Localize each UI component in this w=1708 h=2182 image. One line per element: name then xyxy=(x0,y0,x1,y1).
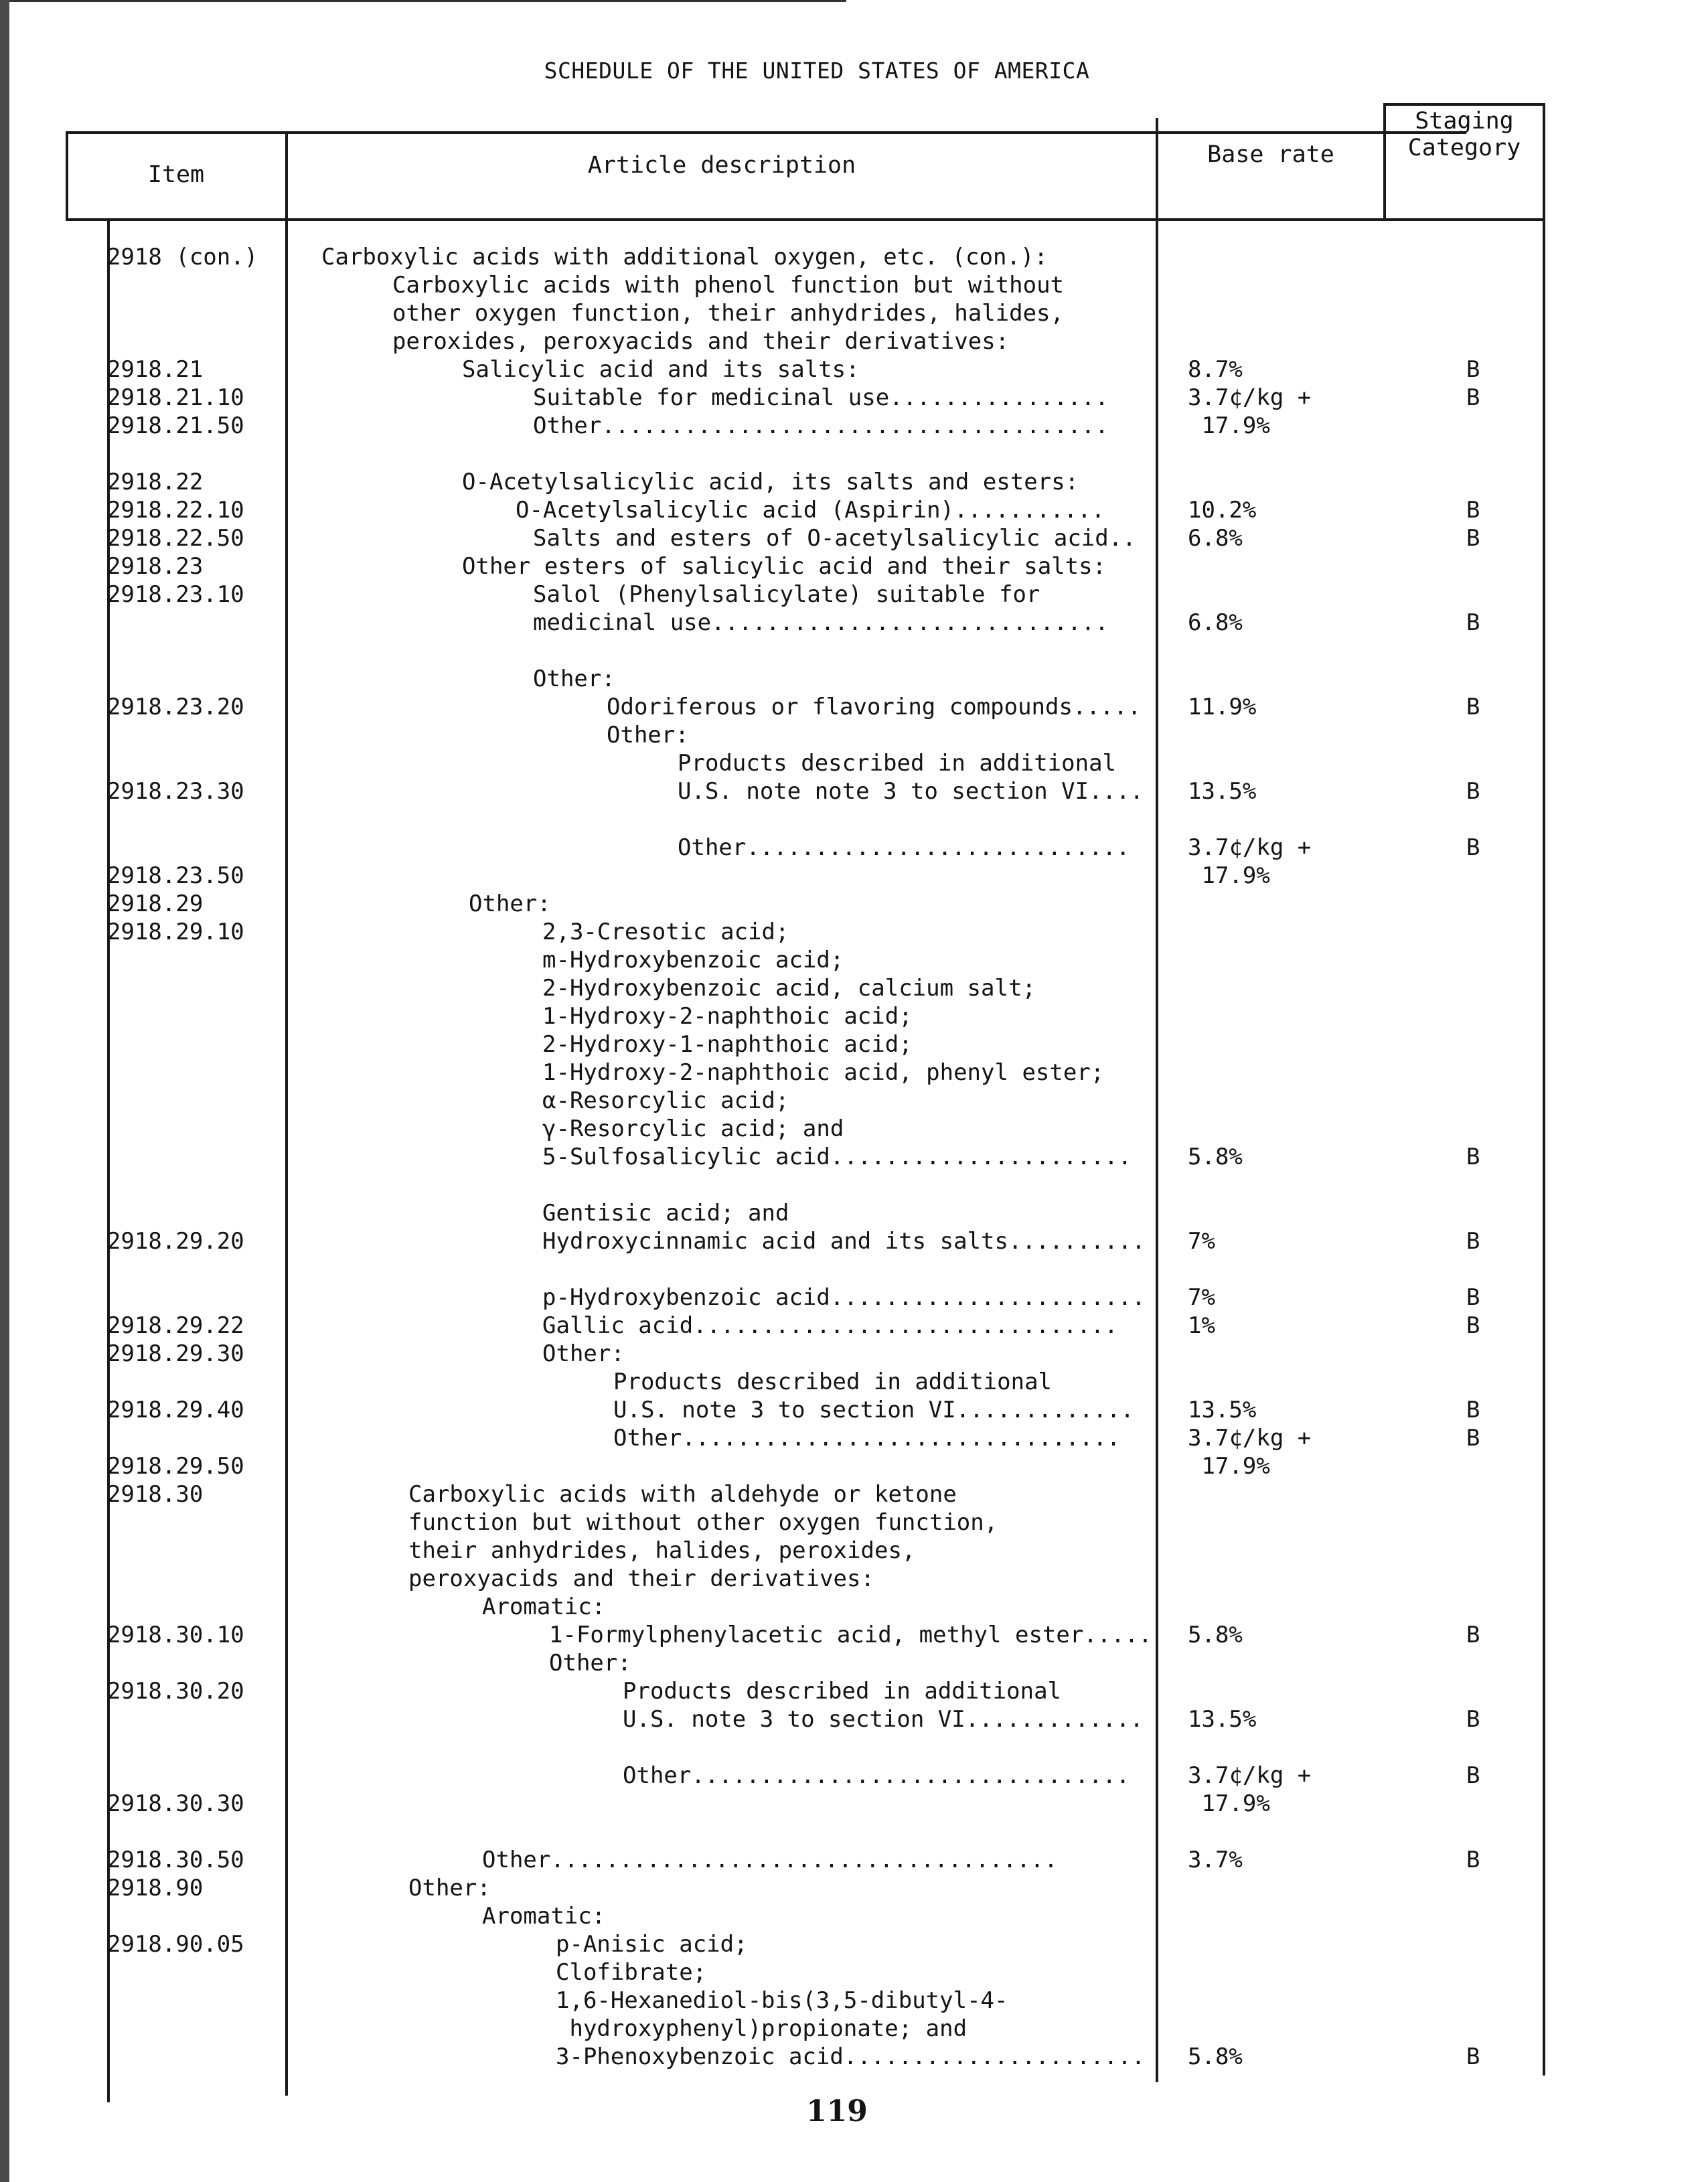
article-description: Other................................ xyxy=(613,1425,1121,1452)
page-top-rule xyxy=(9,0,846,2)
item-number: 2918.21.50 xyxy=(107,412,244,439)
staging-category: B xyxy=(1466,834,1480,861)
base-rate: 3.7¢/kg + xyxy=(1188,834,1312,861)
table-row xyxy=(0,2043,1708,2071)
staging-category: B xyxy=(1466,1397,1480,1423)
staging-category: B xyxy=(1466,497,1480,524)
table-row xyxy=(0,1199,1708,1227)
base-rate: 8.7% xyxy=(1188,356,1243,383)
table-row xyxy=(0,1930,1708,1958)
table-row xyxy=(0,1677,1708,1705)
item-number: 2918.22.50 xyxy=(107,525,244,552)
table-row xyxy=(0,946,1708,974)
table-row xyxy=(0,496,1708,524)
page-number: 119 xyxy=(806,2094,868,2128)
table-row xyxy=(0,1115,1708,1143)
item-number: 2918.29.22 xyxy=(107,1312,244,1339)
table-row xyxy=(0,1227,1708,1255)
article-description: Suitable for medicinal use................ xyxy=(533,384,1109,411)
table-row xyxy=(0,327,1708,356)
article-description: medicinal use............................. xyxy=(533,609,1109,636)
table-row xyxy=(0,1565,1708,1593)
item-number: 2918.29 xyxy=(107,890,204,917)
article-description: Products described in additional xyxy=(623,1678,1062,1705)
staging-category: B xyxy=(1466,1228,1480,1255)
staging-category: B xyxy=(1466,1622,1480,1648)
table-row xyxy=(0,1621,1708,1649)
article-description: their anhydrides, halides, peroxides, xyxy=(408,1537,916,1564)
table-row xyxy=(0,1030,1708,1059)
header-base-rate: Base rate xyxy=(1207,141,1334,168)
article-description: O-Acetylsalicylic acid, its salts and esters: xyxy=(462,469,1079,495)
table-row xyxy=(0,1508,1708,1537)
table-row xyxy=(0,1424,1708,1452)
article-description: m-Hydroxybenzoic acid; xyxy=(542,947,844,973)
item-number: 2918.21.10 xyxy=(107,384,244,411)
item-number: 2918.23.50 xyxy=(107,862,244,889)
table-row xyxy=(0,1452,1708,1480)
article-description: hydroxyphenyl)propionate; and xyxy=(556,2015,967,2042)
article-description: Salts and esters of O-acetylsalicylic acid.. xyxy=(533,525,1136,552)
article-description: Clofibrate; xyxy=(556,1959,707,1986)
staging-category: B xyxy=(1466,1847,1480,1873)
article-description: Aromatic: xyxy=(482,1593,606,1620)
staging-category: B xyxy=(1466,525,1480,552)
article-description: peroxyacids and their derivatives: xyxy=(408,1565,874,1592)
article-description: 2-Hydroxy-1-naphthoic acid; xyxy=(542,1031,913,1058)
article-description: Other: xyxy=(469,890,551,917)
article-description: peroxides, peroxyacids and their derivatives: xyxy=(392,328,1010,355)
item-number: 2918 (con.) xyxy=(107,244,258,270)
staging-category: B xyxy=(1466,1425,1480,1452)
table-row xyxy=(0,356,1708,384)
table-row xyxy=(0,721,1708,749)
staging-category: B xyxy=(1466,778,1480,805)
item-number: 2918.22.10 xyxy=(107,497,244,524)
article-description: Other..................................... xyxy=(533,412,1109,439)
table-row xyxy=(0,524,1708,552)
staging-category: B xyxy=(1466,609,1480,636)
article-description: Carboxylic acids with phenol function but without xyxy=(392,272,1065,299)
staging-category: B xyxy=(1466,1762,1480,1789)
table-row xyxy=(0,862,1708,890)
table-row xyxy=(0,693,1708,721)
staging-category: B xyxy=(1466,1284,1480,1311)
article-description: Salol (Phenylsalicylate) suitable for xyxy=(533,581,1040,608)
article-description: Aromatic: xyxy=(482,1903,606,1930)
staging-category: B xyxy=(1466,356,1480,383)
table-row xyxy=(0,1002,1708,1030)
article-description: Carboxylic acids with aldehyde or ketone xyxy=(408,1481,957,1508)
base-rate: 3.7% xyxy=(1188,1847,1243,1873)
article-description: Products described in additional xyxy=(678,750,1117,777)
base-rate: 5.8% xyxy=(1188,1144,1243,1170)
base-rate: 17.9% xyxy=(1188,862,1270,889)
article-description: U.S. note note 3 to section VI.... xyxy=(678,778,1144,805)
table-row xyxy=(0,1705,1708,1733)
staging-category: B xyxy=(1466,384,1480,411)
article-description: Other: xyxy=(549,1650,631,1677)
article-description: Products described in additional xyxy=(613,1369,1053,1395)
table-row xyxy=(0,1059,1708,1087)
item-number: 2918.90 xyxy=(107,1875,204,1901)
table-row xyxy=(0,1902,1708,1930)
table-row xyxy=(0,749,1708,777)
item-number: 2918.21 xyxy=(107,356,204,383)
article-description: 1,6-Hexanediol-bis(3,5-dibutyl-4- xyxy=(556,1987,1008,2014)
table-row xyxy=(0,1368,1708,1396)
base-rate: 7% xyxy=(1188,1284,1215,1311)
header-bottom-rule xyxy=(67,218,1544,221)
table-row xyxy=(0,1874,1708,1902)
article-description: 1-Formylphenylacetic acid, methyl ester..... xyxy=(549,1622,1152,1648)
article-description: p-Anisic acid; xyxy=(556,1931,748,1958)
article-description: 2,3-Cresotic acid; xyxy=(542,919,789,945)
header-item: Item xyxy=(147,161,205,188)
item-number: 2918.23.30 xyxy=(107,778,244,805)
article-description: Salicylic acid and its salts: xyxy=(462,356,860,383)
table-row xyxy=(0,1846,1708,1874)
item-number: 2918.90.05 xyxy=(107,1931,244,1958)
table-row xyxy=(0,1958,1708,1986)
item-number: 2918.29.10 xyxy=(107,919,244,945)
item-number: 2918.23 xyxy=(107,553,204,580)
article-description: function but without other oxygen function, xyxy=(408,1509,998,1536)
table-row xyxy=(0,552,1708,580)
base-rate: 6.8% xyxy=(1188,525,1243,552)
table-row xyxy=(0,1537,1708,1565)
base-rate: 3.7¢/kg + xyxy=(1188,384,1312,411)
table-row xyxy=(0,1283,1708,1312)
article-description: 3-Phenoxybenzoic acid...................... xyxy=(556,2043,1146,2070)
staging-category: B xyxy=(1466,694,1480,720)
article-description: Gallic acid............................... xyxy=(542,1312,1118,1339)
table-row xyxy=(0,580,1708,609)
table-row xyxy=(0,384,1708,412)
header-description: Article description xyxy=(587,152,856,179)
article-description: Hydroxycinnamic acid and its salts.......... xyxy=(542,1228,1146,1255)
table-row xyxy=(0,834,1708,862)
article-description: 5-Sulfosalicylic acid...................... xyxy=(542,1144,1132,1170)
table-row xyxy=(0,665,1708,693)
article-description: U.S. note 3 to section VI............. xyxy=(613,1397,1134,1423)
staging-category: B xyxy=(1466,1312,1480,1339)
table-row xyxy=(0,1649,1708,1677)
article-description: γ-Resorcylic acid; and xyxy=(542,1115,844,1142)
table-row xyxy=(0,1087,1708,1115)
base-rate: 6.8% xyxy=(1188,609,1243,636)
table-row xyxy=(0,1790,1708,1818)
base-rate: 17.9% xyxy=(1188,1453,1270,1480)
staging-category: B xyxy=(1466,2043,1480,2070)
table-row xyxy=(0,468,1708,496)
table-row xyxy=(0,1986,1708,2015)
item-number: 2918.29.50 xyxy=(107,1453,244,1480)
base-rate: 13.5% xyxy=(1188,1397,1257,1423)
article-description: α-Resorcylic acid; xyxy=(542,1087,789,1114)
table-row xyxy=(0,2015,1708,2043)
table-row xyxy=(0,412,1708,440)
base-rate: 17.9% xyxy=(1188,412,1270,439)
article-description: p-Hydroxybenzoic acid....................... xyxy=(542,1284,1146,1311)
base-rate: 3.7¢/kg + xyxy=(1188,1425,1312,1452)
table-row xyxy=(0,299,1708,327)
base-rate: 13.5% xyxy=(1188,1706,1257,1733)
table-row xyxy=(0,243,1708,271)
base-rate: 5.8% xyxy=(1188,1622,1243,1648)
article-description: Other............................ xyxy=(678,834,1130,861)
item-number: 2918.30.50 xyxy=(107,1847,244,1873)
table-row xyxy=(0,974,1708,1002)
article-description: Other: xyxy=(408,1875,491,1901)
table-row xyxy=(0,1593,1708,1621)
item-number: 2918.23.10 xyxy=(107,581,244,608)
item-number: 2918.22 xyxy=(107,469,204,495)
article-description: Other..................................... xyxy=(482,1847,1058,1873)
item-number: 2918.30.20 xyxy=(107,1678,244,1705)
table-row xyxy=(0,777,1708,805)
table-row xyxy=(0,1340,1708,1368)
item-number: 2918.29.40 xyxy=(107,1397,244,1423)
table-row xyxy=(0,271,1708,299)
table-top-border-right xyxy=(1383,103,1544,106)
article-description: O-Acetylsalicylic acid (Aspirin)........... xyxy=(516,497,1105,524)
article-description: Gentisic acid; and xyxy=(542,1200,789,1227)
article-description: Other................................ xyxy=(623,1762,1130,1789)
staging-category: B xyxy=(1466,1706,1480,1733)
staging-category: B xyxy=(1466,1144,1480,1170)
table-top-border xyxy=(67,131,1466,134)
table-row xyxy=(0,609,1708,637)
base-rate: 17.9% xyxy=(1188,1790,1270,1817)
article-description: Odoriferous or flavoring compounds..... xyxy=(607,694,1142,720)
table-row xyxy=(0,1762,1708,1790)
article-description: Other: xyxy=(533,666,615,692)
item-number: 2918.23.20 xyxy=(107,694,244,720)
base-rate: 1% xyxy=(1188,1312,1215,1339)
article-description: Other: xyxy=(607,722,689,749)
article-description: Carboxylic acids with additional oxygen, etc. (con.): xyxy=(321,244,1048,270)
page-title: SCHEDULE OF THE UNITED STATES OF AMERICA xyxy=(544,58,1090,84)
item-number: 2918.29.20 xyxy=(107,1228,244,1255)
table-row xyxy=(0,1312,1708,1340)
item-number: 2918.30 xyxy=(107,1481,204,1508)
article-description: U.S. note 3 to section VI............. xyxy=(623,1706,1144,1733)
header-staging-line2: Category xyxy=(1407,135,1521,161)
table-row xyxy=(0,918,1708,946)
base-rate: 5.8% xyxy=(1188,2043,1243,2070)
base-rate: 3.7¢/kg + xyxy=(1188,1762,1312,1789)
table-row xyxy=(0,890,1708,918)
article-description: other oxygen function, their anhydrides, halides, xyxy=(392,300,1065,327)
item-number: 2918.29.30 xyxy=(107,1340,244,1367)
header-staging-line1: Staging xyxy=(1415,108,1514,135)
article-description: 1-Hydroxy-2-naphthoic acid, phenyl ester; xyxy=(542,1059,1105,1086)
article-description: Other esters of salicylic acid and their salts: xyxy=(462,553,1107,580)
article-description: Other: xyxy=(542,1340,625,1367)
article-description: 2-Hydroxybenzoic acid, calcium salt; xyxy=(542,975,1036,1002)
base-rate: 11.9% xyxy=(1188,694,1257,720)
table-row xyxy=(0,1143,1708,1171)
item-number: 2918.30.10 xyxy=(107,1622,244,1648)
table-row xyxy=(0,1480,1708,1508)
article-description: 1-Hydroxy-2-naphthoic acid; xyxy=(542,1003,913,1030)
base-rate: 7% xyxy=(1188,1228,1215,1255)
base-rate: 10.2% xyxy=(1188,497,1257,524)
base-rate: 13.5% xyxy=(1188,778,1257,805)
table-row xyxy=(0,1396,1708,1424)
item-number: 2918.30.30 xyxy=(107,1790,244,1817)
